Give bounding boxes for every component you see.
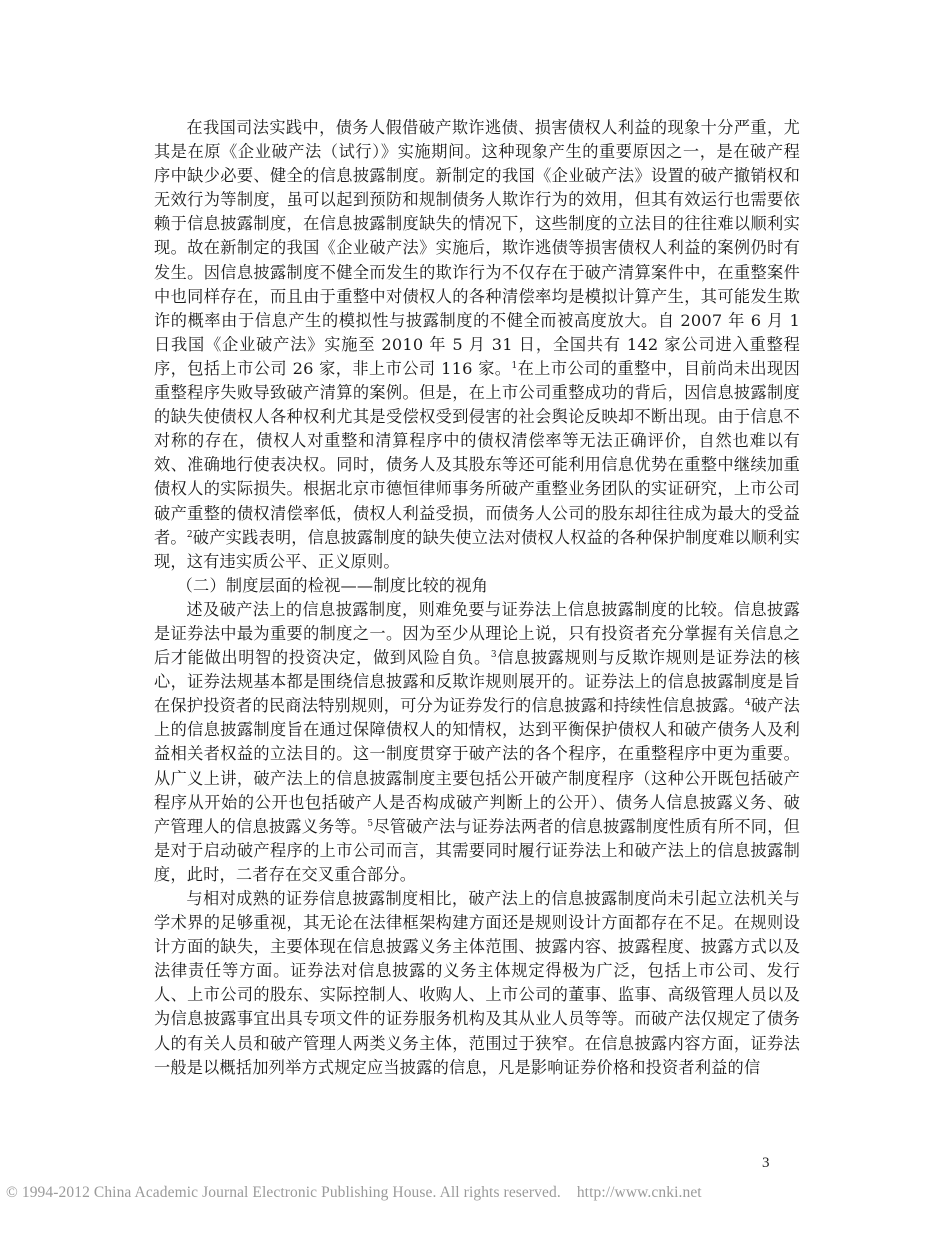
section-subheading: （二）制度层面的检视——制度比较的视角 bbox=[176, 575, 489, 595]
footnote-marker: 4 bbox=[744, 698, 751, 709]
paragraph-text: 尽管破产法与证券法两者的信息披露制度性质有所不同，但是对于启动破产程序的上市公司而言，其需要同时履行证券法上和破产法上的信息披露制度，此时，二者存在交叉重合部分。 bbox=[154, 816, 800, 884]
footnote-marker: 1 bbox=[511, 360, 518, 371]
footnote-marker: 3 bbox=[490, 650, 497, 661]
footnote-marker: 5 bbox=[367, 818, 374, 829]
page-body bbox=[154, 116, 800, 1080]
paragraph-text: 在上市公司的重整中，目前尚未出现因重整程序失败导致破产清算的案例。但是，在上市公司重整成功的背后，因信息披露制度的缺失使债权人各种权利尤其是受偿权受到侵害的社会舆论反映却不断出现。由于信息不对称的存在，债权人对重整和清算程序中的债权清偿率等无法正确评价，自然也难以有效、准确地行使表决权。同时，债务人及其股东等还可能利用信息优势在重整中继续加重债权人的实际损失。根据北京市德恒律师事务所破产重整业务团队的实证研究，上市公司破产重整的债权清偿率低，债权人利益受损，而债务人公司的股东却往往成为最大的受益者。 bbox=[154, 358, 800, 547]
copyright-text: © 1994-2012 China Academic Journal Electronic Publishing House. All rights reserved. bbox=[6, 1184, 561, 1201]
paragraph-institutional-comparison bbox=[154, 598, 800, 887]
paragraph-text: 信息披露规则与反欺诈规则是证券法的核心，证券法规基本都是围绕信息披露和反欺诈规则展开的。证券法上的信息披露制度是旨在保护投资者的民商法特别规则，可分为证券发行的信息披露和持续性信息披露。 bbox=[154, 648, 800, 716]
paragraph-judicial-practice bbox=[154, 116, 800, 574]
paragraph-text: 破产实践表明，信息披露制度的缺失使立法对债权人权益的各种保护制度难以顺利实现，这有违实质公平、正义原则。 bbox=[154, 527, 800, 571]
footnote-marker: 2 bbox=[186, 529, 193, 540]
paragraph-text: 在我国司法实践中，债务人假借破产欺诈逃债、损害债权人利益的现象十分严重，尤其是在原《企业破产法（试行）》实施期间。这种现象产生的重要原因之一，是在破产程序中缺少必要、健全的信息披露制度。新制定的我国《企业破产法》设置的破产撤销权和无效行为等制度，虽可以起到预防和规制债务人欺诈行为的效用，但其有效运行也需要依赖于信息披露制度，在信息披露制度缺失的情况下，这些制度的立法目的往往难以顺利实现。故在新制定的我国《企业破产法》实施后，欺诈逃债等损害债权人利益的案例仍时有发生。因信息披露制度不健全而发生的欺诈行为不仅存在于破产清算案件中，在重整案件中也同样存在，而且由于重整中对债权人的各种清偿率均是模拟计算产生，其可能发生欺诈的概率由于信息产生的模拟性与披露制度的不健全而被高度放大。自 2007 年 6 月 1 日我国《企业破产法》实施至 2010 年 5 月 31 日，全国共有 142 家公司进入重整程序，包括上市公司 26 家，非上市公司 116 家。 bbox=[154, 118, 800, 378]
copyright-footer bbox=[6, 1184, 702, 1202]
page-number: 3 bbox=[762, 1155, 770, 1171]
paragraph-text: 与相对成熟的证券信息披露制度相比，破产法上的信息披露制度尚未引起立法机关与学术界的足够重视，其无论在法律框架构建方面还是规则设计方面都存在不足。在规则设计方面的缺失，主要体现在信息披露义务主体范围、披露内容、披露程度、披露方式以及法律责任等方面。证券法对信息披露的义务主体规定得极为广泛，包括上市公司、发行人、上市公司的股东、实际控制人、收购人、上市公司的董事、监事、高级管理人员以及为信息披露事宜出具专项文件的证券服务机构及其从业人员等等。而破产法仅规定了债务人的有关人员和破产管理人两类义务主体，范围过于狭窄。在信息披露内容方面，证券法一般是以概括加列举方式规定应当披露的信息，凡是影响证券价格和投资者利益的信 bbox=[154, 889, 800, 1077]
paragraph-rule-design-deficiency bbox=[154, 887, 800, 1080]
footer-url: http://www.cnki.net bbox=[576, 1184, 702, 1201]
paragraph-text: 破产法上的信息披露制度旨在通过保障债权人的知情权，达到平衡保护债权人和破产债务人及利益相关者权益的立法目的。这一制度贯穿于破产法的各个程序，在重整程序中更为重要。从广义上讲，破产法上的信息披露制度主要包括公开破产制度程序（这种公开既包括破产程序从开始的公开也包括破产人是否构成破产判断上的公开）、债务人信息披露义务、破产管理人的信息披露义务等。 bbox=[154, 696, 800, 836]
paragraph-text: 述及破产法上的信息披露制度，则难免要与证券法上信息披露制度的比较。信息披露是证券法中最为重要的制度之一。因为至少从理论上说，只有投资者充分掌握有关信息之后才能做出明智的投资决定，做到风险自负。 bbox=[154, 599, 800, 668]
